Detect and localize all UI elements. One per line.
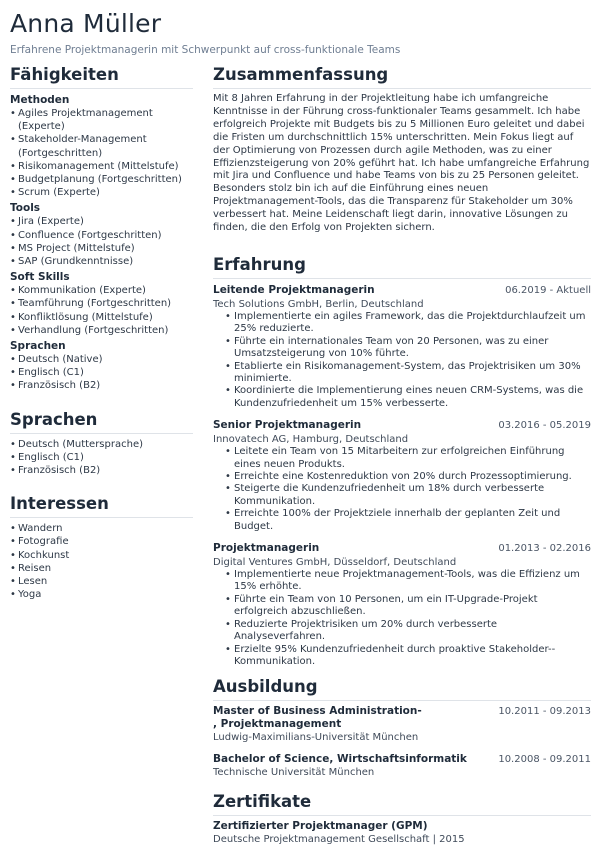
skills-section <box>10 64 193 393</box>
job-achievements <box>225 569 591 668</box>
list-item: • Reisen <box>10 562 193 575</box>
degree-title: Bachelor of Science, Wirtschaftsinformatik <box>213 753 467 766</box>
list-item: • Yoga <box>10 588 193 601</box>
skill-list <box>10 107 193 199</box>
list-item: • Risikomanagement (Mittelstufe) <box>10 160 193 173</box>
job-achievements <box>225 311 591 410</box>
left-column <box>10 64 193 601</box>
list-item: • Deutsch (Muttersprache) <box>10 438 193 451</box>
degree-date: 10.2011 - 09.2013 <box>498 706 591 718</box>
list-item: • Stakeholder-Management (Fortgeschritten) <box>10 133 193 159</box>
candidate-subtitle: Erfahrene Projektmanagerin mit Schwerpunkt auf cross-funktionale Teams <box>10 44 401 56</box>
right-column <box>213 64 591 846</box>
list-item: • Deutsch (Native) <box>10 353 193 366</box>
skill-list <box>10 353 193 393</box>
job-title: Senior Projektmanagerin <box>213 419 362 432</box>
interests-section <box>10 493 193 601</box>
list-item: • Erreichte 100% der Projektziele innerhalb der geplanten Zeit und Budget. <box>225 508 591 533</box>
certificate-issuer: Deutsche Projektmanagement Gesellschaft | 2015 <box>213 834 465 846</box>
job-date: 03.2016 - 05.2019 <box>498 420 591 432</box>
list-item: • Lesen <box>10 575 193 588</box>
experience-section <box>213 254 591 668</box>
certificates-section <box>213 791 591 846</box>
skill-group-soft-skills <box>10 270 193 337</box>
certificates-title: Zertifikate <box>213 791 591 816</box>
degree-date: 10.2008 - 09.2011 <box>498 754 591 766</box>
list-item: • Scrum (Experte) <box>10 186 193 199</box>
interests-title: Interessen <box>10 493 193 518</box>
certificate-entry <box>213 820 591 846</box>
skill-group-title: Tools <box>10 202 41 215</box>
skill-list <box>10 215 193 268</box>
job-company: Tech Solutions GmbH, Berlin, Deutschland <box>213 298 424 310</box>
list-item: • Etablierte ein Risikomanagement-System, das Projektrisiken um 30% minimierte. <box>225 361 591 386</box>
list-item: • Fotografie <box>10 535 193 548</box>
degree-title: Master of Business Administration- , Projektmanagement <box>213 705 422 731</box>
list-item: • Teamführung (Fortgeschritten) <box>10 297 193 310</box>
education-section <box>213 676 591 779</box>
job-entry <box>213 541 591 668</box>
list-item: • Koordinierte die Implementierung eines neuen CRM-Systems, was die Kundenzufriedenheit um 15% verbesserte. <box>225 385 591 410</box>
school-name: Ludwig-Maximilians-Universität München <box>213 732 419 744</box>
list-item: • Verhandlung (Fortgeschritten) <box>10 324 193 337</box>
certificate-title: Zertifizierter Projektmanager (GPM) <box>213 820 428 833</box>
job-entry <box>213 418 591 533</box>
list-item: • Wandern <box>10 522 193 535</box>
list-item: • Französisch (B2) <box>10 464 193 477</box>
list-item: • Kochkunst <box>10 549 193 562</box>
list-item: • Französisch (B2) <box>10 379 193 392</box>
list-item: • Budgetplanung (Fortgeschritten) <box>10 173 193 186</box>
job-title: Leitende Projektmanagerin <box>213 283 375 296</box>
skill-group-languages <box>10 339 193 393</box>
list-item: • Führte ein Team von 10 Personen, um ein IT-Upgrade-Projekt erfolgreich abzuschließen. <box>225 594 591 619</box>
language-list <box>10 438 193 478</box>
resume-header <box>10 8 590 57</box>
list-item: • Reduzierte Projektrisiken um 20% durch verbesserte Analyseverfahren. <box>225 619 591 644</box>
skills-title: Fähigkeiten <box>10 64 193 89</box>
list-item: • Kommunikation (Experte) <box>10 284 193 297</box>
skill-group-title: Methoden <box>10 94 70 106</box>
languages-section <box>10 409 193 478</box>
skill-group-title: Sprachen <box>10 340 66 353</box>
list-item: • Implementierte neue Projektmanagement-Tools, was die Effizienz um 15% erhöhte. <box>225 569 591 594</box>
list-item: • Jira (Experte) <box>10 215 193 228</box>
list-item: • Erzielte 95% Kundenzufriedenheit durch proaktive Stakeholder-- Kommunikation. <box>225 644 591 669</box>
job-date: 01.2013 - 02.2016 <box>498 543 591 555</box>
list-item: • Erreichte eine Kostenreduktion von 20% durch Prozessoptimierung. <box>225 471 591 483</box>
languages-title: Sprachen <box>10 409 193 434</box>
list-item: • Führte ein internationales Team von 20 Personen, was zu einer Umsatzsteigerung von 10% führte. <box>225 336 591 361</box>
interest-list <box>10 522 193 601</box>
job-date: 06.2019 - Aktuell <box>505 284 591 296</box>
list-item: • Steigerte die Kundenzufriedenheit um 18% durch verbesserte Kommunikation. <box>225 483 591 508</box>
experience-title: Erfahrung <box>213 254 591 279</box>
education-title: Ausbildung <box>213 676 591 701</box>
skill-group-title: Soft Skills <box>10 271 70 284</box>
candidate-name: Anna Müller <box>10 9 162 38</box>
list-item: • Confluence (Fortgeschritten) <box>10 229 193 242</box>
summary-text: Mit 8 Jahren Erfahrung in der Projektleitung habe ich umfangreiche Kenntnisse in der Führung cross-funktionaler Teams gesammelt. Ich habe erfolgreich Projekte mit Budgets bis zu 5 Millionen Euro geleitet und dabei die Fristen um durchschnittlich 15% unterschritten. Mein Fokus liegt auf der Optimierung von Prozessen durch agile Methoden, was zu einer Effizienzsteigerung von 20% geführt hat. Ich habe umfangreiche Erfahrung mit Jira und Confluence und habe Teams von bis zu 25 Personen geleitet. Besonders stolz bin ich auf die Einführung eines neuen Projektmanagement-Tools, das die Transparenz für Stakeholder um 30% verbessert hat. Meine Leidenschaft liegt darin, innovative Lösungen zu finden, die den Erfolg von Projekten sichern. <box>213 93 590 234</box>
job-entry <box>213 283 591 410</box>
job-company: Digital Ventures GmbH, Düsseldorf, Deutschland <box>213 557 457 569</box>
skill-group-methods <box>10 93 193 199</box>
list-item: • Implementierte ein agiles Framework, das die Projektdurchlaufzeit um 25% reduzierte. <box>225 311 591 336</box>
summary-title: Zusammenfassung <box>213 64 591 89</box>
school-name: Technische Universität München <box>213 767 375 779</box>
skill-group-tools <box>10 201 193 268</box>
job-achievements <box>225 446 591 533</box>
list-item: • SAP (Grundkenntnisse) <box>10 255 193 268</box>
job-title: Projektmanagerin <box>213 542 320 555</box>
list-item: • Englisch (C1) <box>10 366 193 379</box>
summary-section <box>213 64 591 235</box>
list-item: • Englisch (C1) <box>10 451 193 464</box>
list-item: • Leitete ein Team von 15 Mitarbeitern zur erfolgreichen Einführung eines neuen Produkts. <box>225 446 591 471</box>
skill-list <box>10 284 193 337</box>
list-item: • Konfliktlösung (Mittelstufe) <box>10 311 193 324</box>
education-entry <box>213 705 591 744</box>
list-item: • MS Project (Mittelstufe) <box>10 242 193 255</box>
job-company: Innovatech AG, Hamburg, Deutschland <box>213 434 409 446</box>
education-entry <box>213 753 591 779</box>
list-item: • Agiles Projektmanagement (Experte) <box>10 107 193 133</box>
